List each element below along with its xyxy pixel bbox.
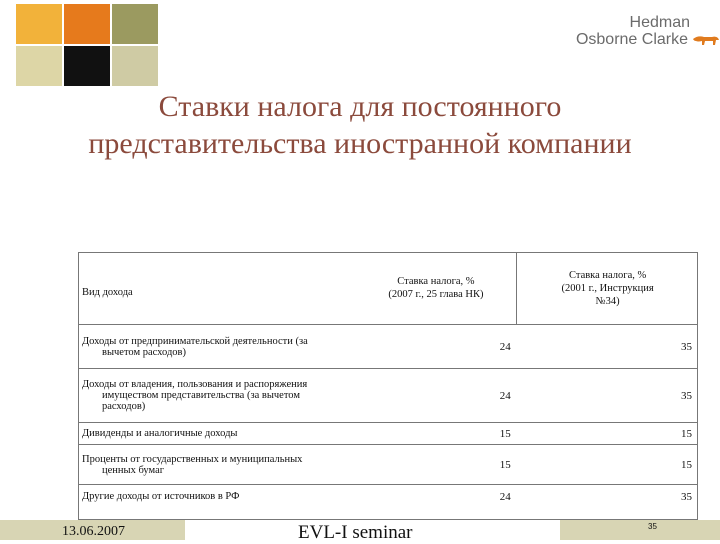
row-label: [78, 423, 356, 445]
header-square-4: [16, 46, 62, 86]
row-value-2007: 24: [356, 369, 517, 423]
row-value-2007: 24: [356, 485, 517, 509]
header-square-6: [112, 46, 158, 86]
row-label-line2: вычетом расходов): [102, 346, 186, 358]
row-label: [78, 485, 356, 509]
table-row: [78, 423, 698, 445]
header-square-2: [64, 4, 110, 44]
row-label-line1: Доходы от предпринимательской деятельности (за: [82, 335, 308, 347]
footer-date: 13.06.2007: [62, 524, 125, 539]
table-row: [78, 485, 698, 509]
header-square-5: [64, 46, 110, 86]
row-label-line3: расходов): [102, 401, 146, 412]
header-square-3: [112, 4, 158, 44]
row-label-line1: Дивиденды и аналогичные доходы: [82, 428, 238, 439]
title-line2: представительства иностранной компании: [88, 127, 632, 160]
logo-line2: Osborne Clarke: [575, 31, 688, 48]
company-logo: [576, 14, 690, 48]
row-value-2001: 35: [517, 485, 698, 509]
row-label-line1: Другие доходы от источников в РФ: [82, 491, 240, 503]
row-label-line1: Проценты от государственных и муниципальных: [82, 453, 303, 465]
table-row: [78, 369, 698, 423]
row-label: [78, 369, 356, 423]
row-value-2001: 35: [517, 325, 698, 369]
row-label-line2: имуществом представительства (за вычетом: [102, 390, 300, 401]
page-title: [40, 88, 680, 162]
row-value-2007: 24: [356, 325, 517, 369]
row-label: [78, 325, 356, 369]
row-label: [78, 445, 356, 485]
row-value-2001: 15: [517, 445, 698, 485]
cat-icon: [692, 33, 720, 47]
row-value-2007: 15: [356, 423, 517, 445]
tax-rate-table: [78, 252, 698, 509]
row-value-2001: 35: [517, 369, 698, 423]
row-value-2007: 15: [356, 445, 517, 485]
row-label-line1: Доходы от владения, пользования и распоряжения: [82, 379, 308, 390]
table-row: [78, 445, 698, 485]
table-row: [78, 325, 698, 369]
page-number: 35: [648, 522, 657, 531]
table-header-row: [78, 252, 698, 325]
row-label-line2: ценных бумаг: [102, 464, 165, 476]
header-square-1: [16, 4, 62, 44]
footer-seminar: EVL-I seminar: [298, 522, 413, 543]
header-label: Вид дохода: [82, 286, 133, 298]
header-col1: Ставка налога, % (2007 г., 25 глава НК): [356, 252, 517, 325]
logo-line1: Hedman: [629, 14, 690, 31]
header-col2: Ставка налога, % (2001 г., Инструкция №34): [561, 269, 654, 307]
title-line1: Ставки налога для постоянного: [158, 90, 562, 123]
footer-bar-right: [560, 520, 720, 540]
row-value-2001: 15: [517, 423, 698, 445]
